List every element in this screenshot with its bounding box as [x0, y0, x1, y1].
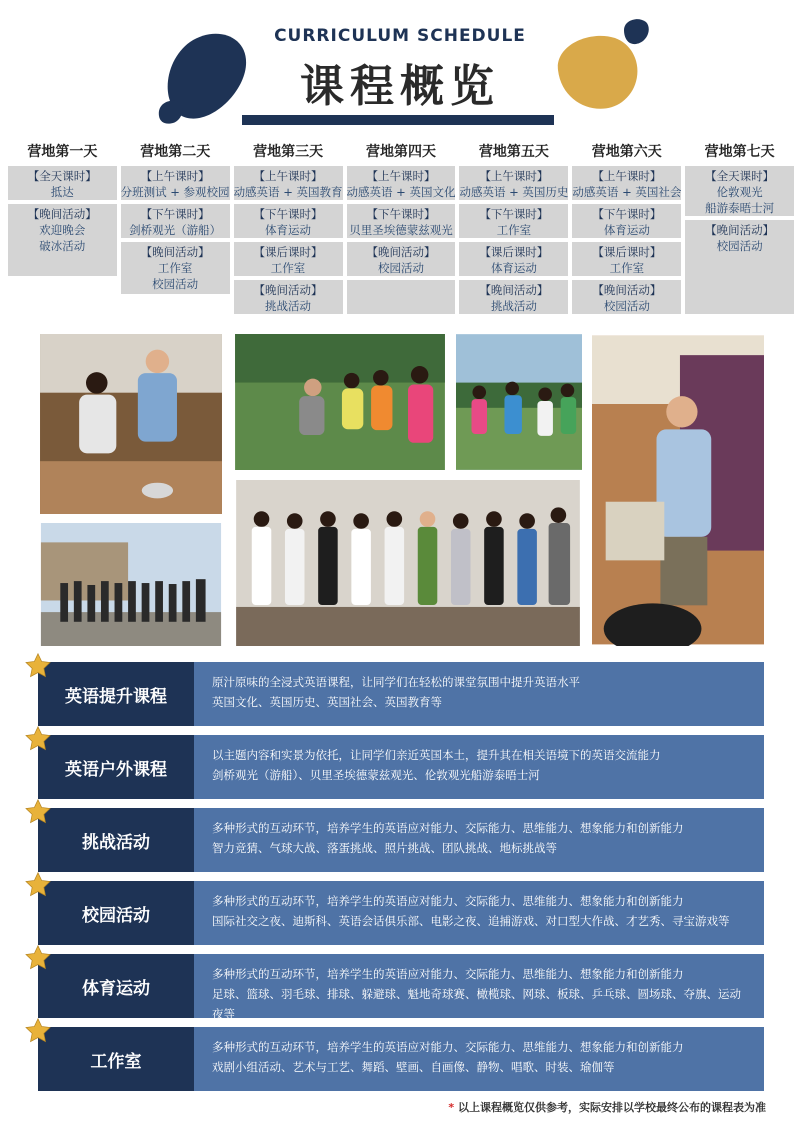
- cell-activity: 贝里圣埃德蒙兹观光: [349, 223, 453, 237]
- cell-activity: 动感英语 + 英国社会: [572, 185, 682, 199]
- cell-activity: 校园活动: [603, 299, 650, 313]
- course-examples-line: 足球、篮球、羽毛球、排球、躲避球、魁地奇球赛、橄榄球、网球、板球、乒乓球、圆场球、夺旗、运动夜等: [212, 987, 741, 1021]
- cell-period: 【晚间活动】: [27, 207, 97, 221]
- header-title-en: CURRICULUM SCHEDULE: [274, 26, 526, 46]
- header-title-cn: 课程概览: [300, 61, 500, 112]
- course-description-line: 多种形式的互动环节，培养学生的英语应对能力、交际能力、思维能力、想象能力和创新能力: [212, 967, 684, 981]
- star-icon: [24, 652, 52, 680]
- day-header: 营地第三天: [253, 144, 324, 160]
- day-column: [570, 164, 683, 316]
- cell-activity: 工作室: [609, 261, 645, 275]
- photo-park-group: [454, 332, 584, 472]
- day-header: 营地第一天: [27, 144, 98, 160]
- star-icon: [24, 798, 52, 826]
- cell-activity: 工作室: [270, 261, 306, 275]
- day-column: [6, 164, 119, 316]
- day-header: 营地第六天: [591, 144, 662, 160]
- cell-activity: 欢迎晚会: [39, 223, 86, 237]
- course-row: [38, 954, 764, 1021]
- star-icon: [24, 944, 52, 972]
- course-examples-line: 剑桥观光（游船）、贝里圣埃德蒙兹观光、伦敦观光船游泰晤士河: [212, 768, 540, 782]
- course-name: 挑战活动: [38, 808, 194, 872]
- day-column: [683, 164, 796, 316]
- course-description-line: 多种形式的互动环节，培养学生的英语应对能力、交际能力、思维能力、想象能力和创新能力: [212, 1040, 684, 1054]
- cell-period: 【上午课时】: [253, 169, 323, 183]
- course-description-line: 多种形式的互动环节，培养学生的英语应对能力、交际能力、思维能力、想象能力和创新能力: [212, 821, 684, 835]
- schedule-cell: [570, 164, 683, 202]
- cell-period: 【下午课时】: [253, 207, 323, 221]
- schedule-cell: [457, 164, 570, 202]
- course-description: [194, 735, 764, 799]
- course-examples-line: 智力竞猜、气球大战、落蛋挑战、照片挑战、团队挑战、地标挑战等: [212, 841, 557, 855]
- cell-activity: 挑战活动: [490, 299, 537, 313]
- cell-activity: 船游泰晤士河: [705, 201, 775, 215]
- day-header: 营地第五天: [478, 144, 549, 160]
- photo-classroom-experiment: [38, 332, 224, 516]
- schedule-cell: [683, 218, 796, 316]
- footnote-asterisk: *: [448, 1101, 455, 1114]
- schedule-day-headers: [6, 140, 796, 164]
- schedule-cell-empty: [345, 278, 458, 316]
- course-description: [194, 881, 764, 945]
- schedule-cell: [232, 240, 345, 278]
- course-description-line: 多种形式的互动环节，培养学生的英语应对能力、交际能力、思维能力、想象能力和创新能力: [212, 894, 684, 908]
- schedule-cell: [570, 278, 683, 316]
- course-description: [194, 954, 764, 1021]
- course-row: [38, 735, 764, 799]
- cell-period: 【晚间活动】: [705, 223, 775, 237]
- photo-teacher-demo: [590, 332, 766, 648]
- schedule-cell: [6, 202, 119, 278]
- cell-period: 【课后课时】: [592, 245, 662, 259]
- photo-street-group: [38, 521, 224, 648]
- header-underline-bar: [242, 115, 554, 125]
- star-icon: [24, 1017, 52, 1045]
- footnote-text: 以上课程概览仅供参考，实际安排以学校最终公布的课程表为准: [458, 1101, 766, 1114]
- photo-group-certificates: [232, 478, 584, 648]
- schedule-cell: [683, 164, 796, 218]
- schedule-cell: [232, 278, 345, 316]
- cell-period: 【晚间活动】: [479, 283, 549, 297]
- course-description-line: 以主题内容和实景为依托，让同学们亲近英国本土，提升其在相关语境下的英语交流能力: [212, 748, 661, 762]
- schedule-cell: [119, 202, 232, 240]
- cell-activity: 分班测试 + 参观校园: [120, 185, 230, 199]
- cell-activity: 剑桥观光（游船）: [129, 223, 222, 237]
- cell-activity: 体育运动: [603, 223, 650, 237]
- cell-period: 【晚间活动】: [140, 245, 210, 259]
- day-column: [457, 164, 570, 316]
- cell-period: 【晚间活动】: [592, 283, 662, 297]
- day-header: 营地第四天: [366, 144, 436, 160]
- day-column: [232, 164, 345, 316]
- cell-period: 【下午课时】: [592, 207, 662, 221]
- schedule-cell: [232, 164, 345, 202]
- photo-outdoor-game: [232, 332, 448, 472]
- course-name: 体育运动: [38, 954, 194, 1018]
- cell-activity: 破冰活动: [39, 239, 86, 253]
- course-examples-line: 英国文化、英国历史、英国社会、英国教育等: [212, 695, 442, 709]
- cell-activity: 工作室: [496, 223, 532, 237]
- cell-activity: 抵达: [50, 185, 74, 199]
- course-description: [194, 808, 764, 872]
- schedule-cell: [232, 202, 345, 240]
- course-examples-line: 国际社交之夜、迪斯科、英语会话俱乐部、电影之夜、追捕游戏、对口型大作战、才艺秀、寻宝游戏等: [212, 914, 730, 928]
- course-name: 校园活动: [38, 881, 194, 945]
- schedule-cell: [119, 164, 232, 202]
- course-description: [194, 1027, 764, 1091]
- star-icon: [24, 871, 52, 899]
- course-row: [38, 662, 764, 726]
- cell-activity: 校园活动: [377, 261, 424, 275]
- schedule-table: [6, 140, 796, 316]
- schedule-cell: [457, 278, 570, 316]
- cell-period: 【晚间活动】: [253, 283, 323, 297]
- course-row: [38, 881, 764, 945]
- day-column: [345, 164, 458, 316]
- cell-activity: 动感英语 + 英国文化: [346, 185, 456, 199]
- schedule-cell: [119, 240, 232, 296]
- course-description: [194, 662, 764, 726]
- cell-period: 【全天课时】: [27, 169, 97, 183]
- course-name: 英语提升课程: [38, 662, 194, 726]
- cell-period: 【下午课时】: [366, 207, 436, 221]
- day-header: 营地第七天: [704, 144, 775, 160]
- course-examples-line: 戏剧小组活动、艺术与工艺、舞蹈、壁画、自画像、静物、唱歌、时装、瑜伽等: [212, 1060, 615, 1074]
- cell-activity: 校园活动: [152, 277, 199, 291]
- cell-period: 【上午课时】: [479, 169, 549, 183]
- course-name: 工作室: [38, 1027, 194, 1091]
- course-row: [38, 808, 764, 872]
- cell-period: 【上午课时】: [140, 169, 210, 183]
- cell-period: 【上午课时】: [592, 169, 662, 183]
- schedule-cell: [6, 164, 119, 202]
- cell-period: 【下午课时】: [140, 207, 210, 221]
- schedule-cell: [345, 164, 458, 202]
- cell-period: 【课后课时】: [479, 245, 549, 259]
- star-icon: [24, 725, 52, 753]
- schedule-cell: [457, 202, 570, 240]
- cell-activity: 动感英语 + 英国历史: [459, 185, 569, 199]
- cell-activity: 动感英语 + 英国教育: [233, 185, 343, 199]
- cell-period: 【上午课时】: [366, 169, 436, 183]
- cell-activity: 体育运动: [490, 261, 537, 275]
- footnote: [0, 1099, 766, 1115]
- schedule-cell: [345, 202, 458, 240]
- course-description-line: 原汁原味的全浸式英语课程，让同学们在轻松的课堂氛围中提升英语水平: [212, 675, 580, 689]
- course-row: [38, 1027, 764, 1091]
- schedule-columns: [6, 164, 796, 316]
- schedule-cell: [570, 240, 683, 278]
- cell-period: 【全天课时】: [705, 169, 775, 183]
- cell-period: 【下午课时】: [479, 207, 549, 221]
- cell-activity: 体育运动: [265, 223, 312, 237]
- schedule-cell: [570, 202, 683, 240]
- cell-activity: 挑战活动: [265, 299, 312, 313]
- cell-activity: 校园活动: [716, 239, 763, 253]
- cell-period: 【课后课时】: [253, 245, 323, 259]
- cell-period: 【晚间活动】: [366, 245, 436, 259]
- cell-activity: 工作室: [157, 261, 193, 275]
- day-header: 营地第二天: [140, 144, 211, 160]
- cell-activity: 伦敦观光: [716, 185, 763, 199]
- schedule-cell: [345, 240, 458, 278]
- course-name: 英语户外课程: [38, 735, 194, 799]
- schedule-cell: [457, 240, 570, 278]
- day-column: [119, 164, 232, 316]
